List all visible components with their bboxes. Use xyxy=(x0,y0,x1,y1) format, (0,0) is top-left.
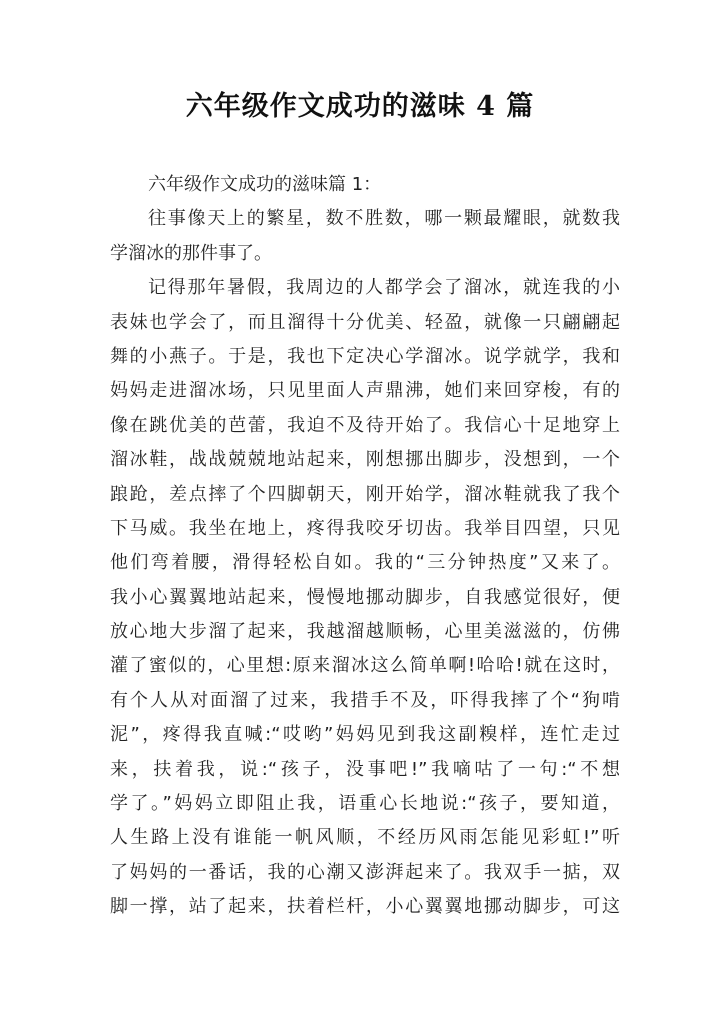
text-line: 泥”，疼得我直喊:“哎哟”妈妈见到我这副糗样，连忙走过 xyxy=(110,724,620,746)
section-heading-text: 六年级作文成功的滋味篇 1： xyxy=(148,174,382,195)
section-heading xyxy=(110,168,620,202)
paragraph-1 xyxy=(110,202,620,271)
text-line: 记得那年暑假，我周边的人都学会了溜冰，就连我的小 xyxy=(148,277,620,299)
text-line: 他们弯着腰，滑得轻松自如。我的“三分钟热度”又来了。 xyxy=(110,552,620,574)
text-line: 了妈妈的一番话，我的心潮又澎湃起来了。我双手一掂，双 xyxy=(110,861,620,883)
text-line: 我小心翼翼地站起来，慢慢地挪动脚步，自我感觉很好，便 xyxy=(110,586,620,608)
text-line: 往事像天上的繁星，数不胜数，哪一颗最耀眼，就数我 xyxy=(148,208,620,230)
paragraph-2 xyxy=(110,271,620,924)
text-line: 踉跄，差点摔了个四脚朝天，刚开始学，溜冰鞋就我了我个 xyxy=(110,483,620,505)
text-line: 舞的小燕子。于是，我也下定决心学溜冰。说学就学，我和 xyxy=(110,345,620,367)
text-line: 学溜冰的那件事了。 xyxy=(110,242,272,264)
document-title: 六年级作文成功的滋味 4 篇 xyxy=(185,91,535,122)
text-line: 溜冰鞋，战战兢兢地站起来，刚想挪出脚步，没想到，一个 xyxy=(110,449,620,471)
text-line: 来，扶着我，说:“孩子，没事吧!”我嘀咕了一句:“不想 xyxy=(110,758,620,780)
text-line: 有个人从对面溜了过来，我措手不及，吓得我摔了个“狗啃 xyxy=(110,689,620,711)
text-line: 人生路上没有谁能一帆风顺，不经历风雨怎能见彩虹!”听 xyxy=(110,827,620,849)
text-line: 学了。”妈妈立即阻止我，语重心长地说:“孩子，要知道， xyxy=(110,793,620,815)
text-line: 脚一撑，站了起来，扶着栏杆，小心翼翼地挪动脚步，可这 xyxy=(110,896,620,918)
text-line: 放心地大步溜了起来，我越溜越顺畅，心里美滋滋的，仿佛 xyxy=(110,621,620,643)
text-line: 妈妈走进溜冰场，只见里面人声鼎沸，她们来回穿梭，有的 xyxy=(110,380,620,402)
text-line: 表妹也学会了，而且溜得十分优美、轻盈，就像一只翩翩起 xyxy=(110,311,620,333)
text-line: 下马威。我坐在地上，疼得我咬牙切齿。我举目四望，只见 xyxy=(110,517,620,539)
text-line: 像在跳优美的芭蕾，我迫不及待开始了。我信心十足地穿上 xyxy=(110,414,620,436)
document-body xyxy=(110,168,620,925)
text-line: 灌了蜜似的，心里想:原来溜冰这么简单啊!哈哈!就在这时， xyxy=(110,655,620,677)
